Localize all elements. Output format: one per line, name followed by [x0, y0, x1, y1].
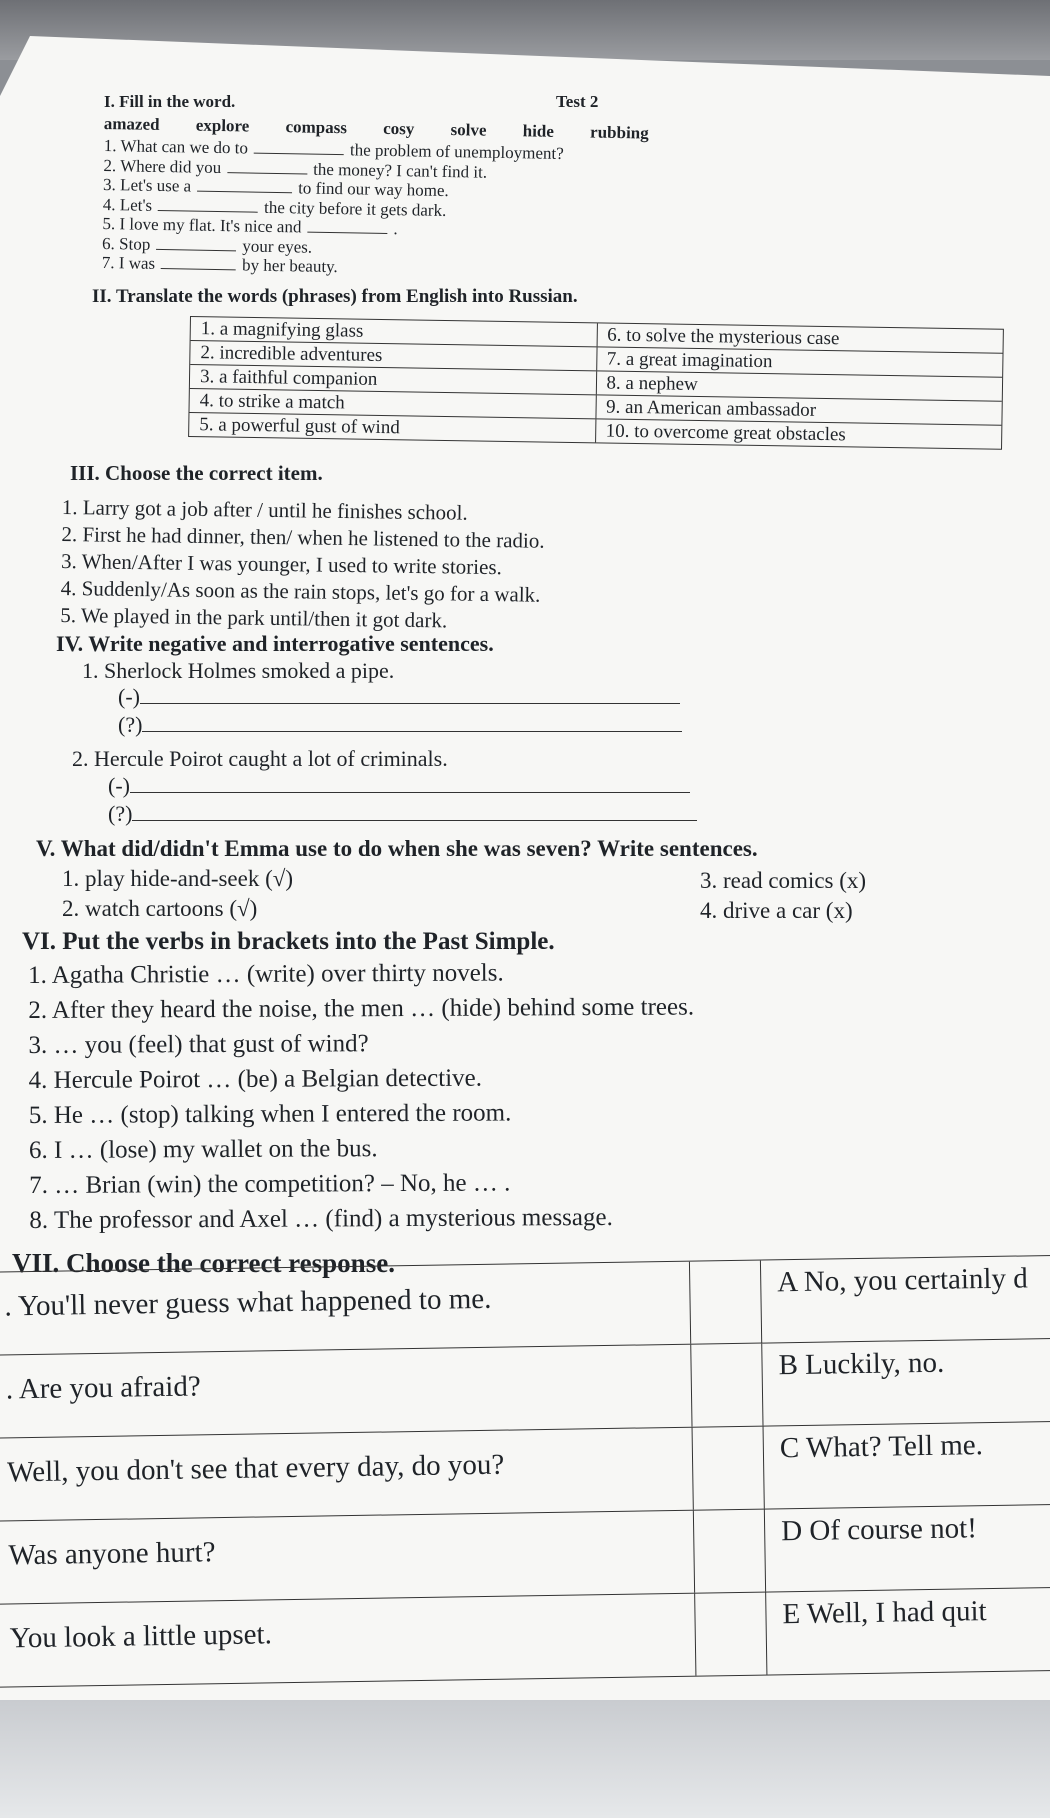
table-row: 1. a magnifying glass 6. to solve the mysterious case	[191, 317, 1003, 354]
list-item: 3. … you (feel) that gust of wind?	[28, 1030, 369, 1059]
fill-item: 7. I was by her beauty.	[101, 252, 338, 277]
section5-left	[62, 864, 293, 924]
table-row: . Are you afraid? B Luckily, no.	[0, 1338, 1050, 1439]
list-item: 5. He … (stop) talking when I entered the room.	[28, 1099, 512, 1129]
fill-item: 2. Where did you the money? I can't find it.	[103, 155, 488, 182]
list-item: 2. First he had dinner, then/ when he listened to the radio.	[61, 521, 545, 553]
list-item: 5. We played in the park until/then it got dark.	[60, 602, 448, 633]
list-item: 4. Suddenly/As soon as the rain stops, let's go for a walk.	[60, 575, 541, 607]
list-item: 2. After they heard the noise, the men … (hide) behind some trees.	[28, 993, 695, 1024]
test-title: Test 2	[556, 92, 599, 111]
section5-heading: V. What did/didn't Emma use to do when she was seven? Write sentences.	[36, 836, 758, 861]
section1-items	[102, 136, 564, 281]
table-row: 3. a faithful companion 8. a nephew	[190, 365, 1002, 402]
list-item: 1. Larry got a job after / until he finishes school.	[61, 494, 468, 525]
list-item: 2. watch cartoons (√)	[62, 896, 258, 921]
list-item: 1. Agatha Christie … (write) over thirty novels.	[28, 959, 504, 989]
list-item: 3. When/After I was younger, I used to write stories.	[60, 548, 503, 580]
fill-item: 5. I love my flat. It's nice and .	[102, 213, 398, 239]
word-bank-item: cosy	[383, 118, 415, 139]
list-item: 4. Hercule Poirot … (be) a Belgian detective.	[28, 1064, 483, 1094]
section6-items	[28, 955, 695, 1238]
negative-line: (-)	[108, 772, 690, 800]
table-row: 5. a powerful gust of wind 10. to overcome great obstacles	[189, 413, 1001, 449]
table-row: Was anyone hurt? D Of course not!	[0, 1504, 1050, 1605]
negative-line: (-)	[118, 683, 680, 711]
section4-item-2: 2. Hercule Poirot caught a lot of criminals.	[72, 746, 448, 771]
table-row: 4. to strike a match 9. an American ambassador	[189, 389, 1001, 426]
list-item: 4. drive a car (x)	[700, 898, 853, 923]
section3-items	[60, 494, 545, 636]
fill-item: 3. Let's use a to find our way home.	[102, 174, 449, 201]
section7-heading: VII. Choose the correct response.	[12, 1248, 395, 1278]
question-line: (?)	[118, 711, 682, 739]
list-item: 1. play hide-and-seek (√)	[62, 866, 294, 891]
table-row: You look a little upset. E Well, I had quit	[0, 1587, 1050, 1688]
section3-heading: III. Choose the correct item.	[70, 461, 323, 485]
section6-heading: VI. Put the verbs in brackets into the Past Simple.	[22, 928, 555, 955]
word-bank-item: explore	[195, 115, 250, 136]
fill-item: 1. What can we do to the problem of unemployment?	[103, 136, 564, 164]
word-bank-item: solve	[450, 120, 487, 140]
fill-item: 6. Stop your eyes.	[101, 233, 313, 257]
word-bank-item: amazed	[103, 114, 160, 134]
list-item: 7. … Brian (win) the competition? – No, he … .	[29, 1169, 511, 1199]
translate-table	[188, 316, 1004, 450]
list-item: 3. read comics (x)	[700, 868, 867, 893]
section2-heading: II. Translate the words (phrases) from English into Russian.	[92, 286, 578, 307]
fill-item: 4. Let's the city before it gets dark.	[102, 194, 447, 220]
table-row: Well, you don't see that every day, do you? C What? Tell me.	[0, 1421, 1050, 1522]
list-item: 6. I … (lose) my wallet on the bus.	[28, 1135, 378, 1164]
table-row: . You'll never guess what happened to me. A No, you certainly d	[0, 1255, 1050, 1356]
section5-right	[700, 866, 866, 926]
section4-item-1: 1. Sherlock Holmes smoked a pipe.	[82, 658, 395, 683]
list-item: 8. The professor and Axel … (find) a mysterious message.	[29, 1203, 613, 1234]
section1-heading: I. Fill in the word.	[104, 92, 236, 111]
word-bank-item: rubbing	[589, 122, 649, 143]
response-table	[0, 1254, 1050, 1688]
question-line: (?)	[108, 800, 697, 828]
word-bank-item: hide	[522, 121, 555, 141]
background-bottom	[0, 1700, 1050, 1818]
table-row: 2. incredible adventures 7. a great imagination	[190, 341, 1002, 378]
word-bank-item: compass	[285, 117, 348, 138]
section4-heading: IV. Write negative and interrogative sentences.	[56, 631, 494, 656]
